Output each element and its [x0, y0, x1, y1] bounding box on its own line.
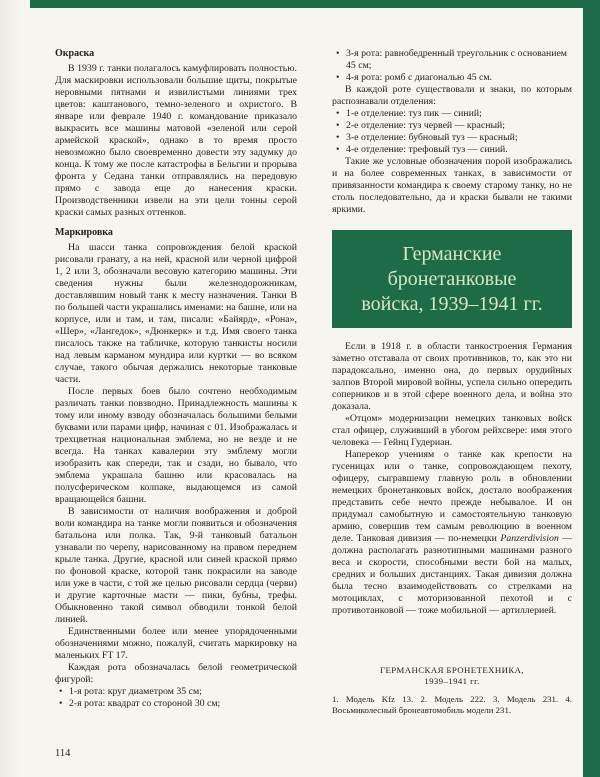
chapter-title-line: бронетанковые	[387, 268, 517, 290]
paragraph-paint: В 1939 г. танки полагалось камуфлировать полностью. Для маскировки использовали большие щиты, покрытые неровными пятнами и извилистыми линиями трех цветов: каштанового, темно-зеленого и охристого. В январе или феврале 1940 г. командование приказало выкрасить все машины матовой «зеленой или серой армейской краской», однако в то время просто невозможно было своевременно довести эту задумку до конца. К тому же после катастрофы в Бельгии и прорыва фронта у Седана танки отправлялись на передовую прямо с завода еще до нанесения краски. Производственники извели на эти цели тонны серой краски самых разных оттенков.	[55, 63, 297, 218]
list-item-text: 3-я рота: равнобедренный треугольник с основанием 45 см;	[346, 48, 567, 71]
bullet-marker: •	[336, 132, 340, 143]
bullet-marker: •	[59, 698, 63, 709]
chapter-title-line: войска, 1939–1941 гг.	[361, 293, 543, 315]
list-item	[332, 120, 572, 132]
paragraph-germany: Если в 1918 г. в области танкостроения Германия заметно отставала от своих противников, то, как это ни парадоксально, именно она, до первых орудийных залпов Второй мировой войны, успела сильно опередить соперников и в этой сфере военного дела, и война это доказала.	[332, 341, 572, 412]
right-green-strip	[583, 0, 600, 777]
right-text-column	[332, 48, 572, 716]
bullet-marker: •	[336, 144, 340, 155]
section-heading-marking: Маркировка	[55, 227, 113, 238]
paragraph-marking-1: На шасси танка сопровождения белой краской рисовали гранату, а на ней, красной или черной цифрой 1, 2 или 3, обозначали весовую категорию машины. Эти сведения нужны были железнодорожникам, доставлявшим новый танк к месту назначения. Танки В по большей части украшались именами: на башне, или на корпусе, или и там, и там, писали: «Байярд», «Рона», «Шер», «Лангедок», «Дюнкерк» и т.д. Имя своего танка писалось также на табличке, которую танкисты носили над левым карманом мундира или куртки — во всяком случае, такого обычая держались некоторые танковые части.	[55, 242, 297, 385]
list-item-text: 1-я рота: круг диаметром 35 см;	[69, 686, 202, 697]
bullet-marker: •	[336, 48, 340, 59]
paragraph-squads-intro: В каждой роте существовали и знаки, по которым распознавали отделения:	[332, 84, 572, 107]
paragraph-conventions: Такие же условные обозначения порой изображались и на более современных танках, в зависимости от привязанности командира к своему старому танку, но не столь последовательно, да и краски бывали не такими яркими.	[332, 156, 572, 215]
list-item-text: 2-е отделение: туз червей — красный;	[346, 120, 505, 131]
list-item	[332, 48, 572, 72]
paragraph-marking-2: После первых боев было сочтено необходимым различать танки повзводно. Принадлежность машины к тому или иному взводу обозначалась большими белыми буквами или парами цифр, начиная с 01. Изображалась и трехцветная национальная эмблема, но не везде и не всегда. На танках кавалерии эту эмблему могли изобразить как спереди, так и сзади, но бывало, что эмблема украшала башню или красовалась на полусферическом колпаке, выдающемся из самой вращающейся башни.	[55, 386, 297, 505]
caption-title-line: ГЕРМАНСКАЯ БРОНЕТЕХНИКА,	[380, 665, 524, 675]
top-green-strip	[30, 0, 600, 8]
bullet-marker: •	[336, 108, 340, 119]
list-item	[55, 686, 297, 698]
italic-term: Panzerdivision	[500, 533, 559, 544]
paragraph-text: — должна располагать разнотипными машинами разного веса и скорости, способными вести бой на малых, средних и больших дистанциях. Такая дивизия должна была тесно взаимодействовать со стрелками на мотоциклах, с моторизованной пехотой и с противотанковой — тоже мобильной — артиллерией.	[332, 533, 572, 616]
list-item	[332, 108, 572, 120]
bullet-marker: •	[336, 72, 340, 83]
paragraph-list-intro: Каждая рота обозначалась белой геометрической фигурой:	[55, 662, 297, 685]
paragraph-guderian: «Отцом» модернизации немецких танковых войск стал офицер, служивший в убогом рейхсвере: имя этого человека — Гейнц Гудериан.	[332, 413, 572, 448]
paragraph-panzerdivision	[332, 449, 572, 617]
paragraph-marking-4: Единственными более или менее упорядоченными обозначениями можно, пожалуй, считать маркировку на маленьких FT 17.	[55, 626, 297, 661]
list-item-text: 4-е отделение: трефовый туз — синий.	[346, 144, 508, 155]
chapter-title-line: Германские	[402, 243, 502, 265]
page-number: 114	[55, 748, 71, 759]
list-item	[332, 72, 572, 84]
list-item	[332, 132, 572, 144]
paragraph-text: Наперекор учениям о танке как крепости на гусеницах или о танке, сопровождающем пехоту, офицеру, сыгравшему главную роль в обновлении немецких бронетанковых войск, достало воображения представить себе нечто прежде небывалое. И он придумал самобытную и самостоятельную танковую армию, совершив тем самым революцию в военном деле. Танковая дивизия — по-немецки	[332, 449, 572, 544]
list-item	[55, 698, 297, 710]
caption-title	[332, 665, 572, 687]
list-item-text: 1-е отделение: туз пик — синий;	[346, 108, 482, 119]
paragraph-marking-3: В зависимости от наличия воображения и доброй воли командира на танке могли появиться и обозначения батальона или полка. Так, 9-й танковый батальон узнавали по черепу, нарисованному на правом переднем крыле танка. Другие, красной или синей краской прямо по фоновой краске, которой танк покрасили на заводе или уже в части, с той же целью рисовали сердца (черви) и другие карточные масти — пики, бубны, трефы. Обыкновенно такой символ обводили тонкой белой линией.	[55, 506, 297, 625]
caption-text: 1. Модель Kfz 13. 2. Модель 222. 3. Модель 231. 4. Восьмиколесный бронеавтомобиль модели 231.	[332, 694, 572, 715]
chapter-title-box	[332, 230, 572, 328]
illustration-caption-block	[332, 665, 572, 716]
list-item-text: 2-я рота: квадрат со стороной 30 см;	[69, 698, 221, 709]
bullet-marker: •	[59, 686, 63, 697]
list-item	[332, 144, 572, 156]
section-heading-paint: Окраска	[55, 48, 95, 59]
left-text-column	[55, 48, 297, 710]
bullet-marker: •	[336, 120, 340, 131]
list-item-text: 3-е отделение: бубновый туз — красный;	[346, 132, 518, 143]
caption-title-line: 1939–1941 гг.	[424, 676, 480, 686]
list-item-text: 4-я рота: ромб с диагональю 45 см.	[346, 72, 493, 83]
